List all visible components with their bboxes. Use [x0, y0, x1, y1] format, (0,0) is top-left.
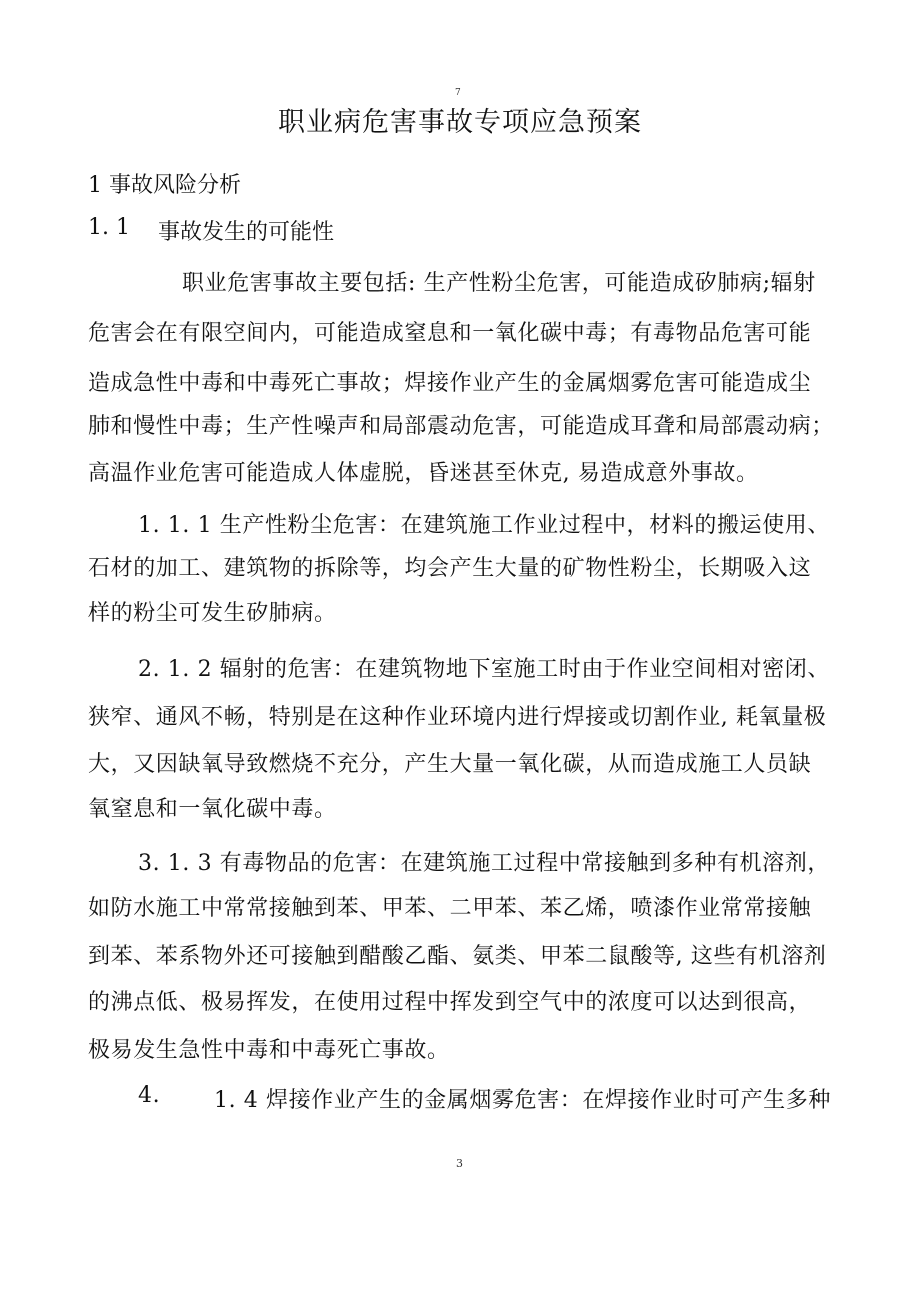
- item-2-line: 大，又因缺氧导致燃烧不充分，产生大量一氧化碳，从而造成施工人员缺: [88, 752, 812, 777]
- intro-line: 职业危害事故主要包括: 生产性粉尘危害，可能造成矽肺病;辐射: [182, 271, 816, 296]
- section-heading-1: 1 事故风险分析: [88, 173, 241, 198]
- item-4-text: 1. 4 焊接作业产生的金属烟雾危害：在焊接作业时可产生多种: [214, 1088, 831, 1113]
- intro-line: 造成急性中毒和中毒死亡事故；焊接作业产生的金属烟雾危害可能造成尘: [88, 371, 812, 396]
- item-1-line: 石材的加工、建筑物的拆除等，均会产生大量的矿物性粉尘，长期吸入这: [88, 556, 812, 581]
- section-heading-1-1-text: 事故发生的可能性: [158, 220, 335, 245]
- document-title: 职业病危害事故专项应急预案: [278, 107, 642, 138]
- item-4-number: 4.: [138, 1083, 161, 1108]
- item-1-line: 1. 1. 1 生产性粉尘危害：在建筑施工作业过程中，材料的搬运使用、: [138, 513, 830, 538]
- item-2-line: 氧窒息和一氧化碳中毒。: [88, 797, 337, 822]
- item-3-line: 的沸点低、极易挥发，在使用过程中挥发到空气中的浓度可以达到很高，: [88, 990, 812, 1015]
- page-number-bottom: 3: [456, 1157, 463, 1170]
- section-heading-1-1-number: 1. 1: [88, 215, 130, 240]
- intro-line: 危害会在有限空间内，可能造成窒息和一氧化碳中毒；有毒物品危害可能: [88, 321, 812, 346]
- item-2-line: 狭窄、通风不畅，特别是在这种作业环境内进行焊接或切割作业, 耗氧量极: [88, 705, 827, 730]
- item-1-line: 样的粉尘可发生矽肺病。: [88, 601, 337, 626]
- item-3-line: 极易发生急性中毒和中毒死亡事故。: [88, 1038, 450, 1063]
- item-3-line: 到苯、苯系物外还可接触到醋酸乙酯、氨类、甲苯二鼠酸等, 这些有机溶剂: [88, 944, 827, 969]
- item-3-line: 如防水施工中常常接触到苯、甲苯、二甲苯、苯乙烯，喷漆作业常常接触: [88, 896, 812, 921]
- item-3-line: 3. 1. 3 有毒物品的危害：在建筑施工过程中常接触到多种有机溶剂，: [138, 851, 830, 876]
- intro-line: 肺和慢性中毒；生产性噪声和局部震动危害，可能造成耳聋和局部震动病；: [88, 414, 834, 439]
- item-2-line: 2. 1. 2 辐射的危害：在建筑物地下室施工时由于作业空间相对密闭、: [138, 657, 830, 682]
- intro-line: 高温作业危害可能造成人体虚脱，昏迷甚至休克, 易造成意外事故。: [88, 461, 759, 486]
- page-number-top: 7: [455, 88, 461, 98]
